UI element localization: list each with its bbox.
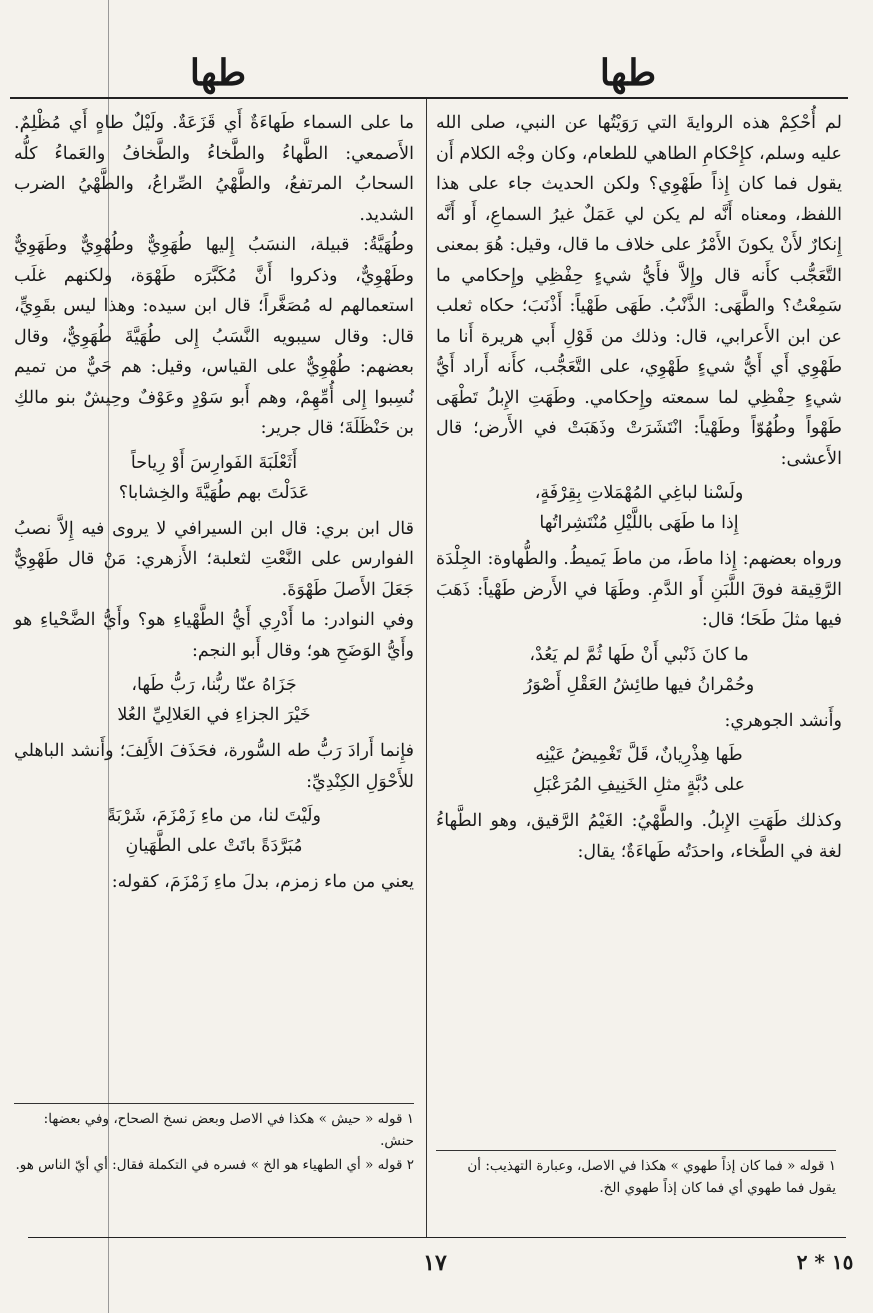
verse-block	[14, 670, 414, 730]
body-paragraph: فإِنما أَرادَ رَبُّ طه السُّورة، فحَذَفَ الأَلِفَ؛ وأَنشد الباهلي للأَحْوَلِ الكِنْدِيِّ:	[14, 741, 414, 792]
verse-line: أَثَعْلَبَةَ الفَوارِسَ أَوْ رِياحاً	[130, 452, 298, 473]
footnote-rule-left	[14, 1103, 414, 1104]
footnote: ٢ قوله « أي الطهياء هو الخ » فسره في التكملة فقال: أي أيّ الناس هو.	[15, 1157, 414, 1173]
footer-rule	[28, 1237, 846, 1238]
footnotes-left	[14, 1108, 414, 1178]
footnote: ١ قوله « حيش » هكذا في الاصل وبعض نسخ الصحاح، وفي بعضها: حنش.	[43, 1111, 414, 1149]
body-paragraph: ورواه بعضهم: إِذا ماطَ، من ماطَ يَميطُ. والطُّهاوة: الجِلْدَة الرَّقِيقة فوقَ اللَّبَنِ أَو الدَّمِ. وطَهَا في الأَرض طَهْياً: ذَهَبَ فيها مثلَ طَحَا؛ قال:	[436, 549, 842, 630]
page-number: ١٧	[423, 1250, 447, 1276]
body-paragraph: قال ابن بري: قال ابن السيرافي لا يروى فيه إِلاَّ نصبُ الفوارس على النَّعْتِ لثعلبة؛ الأَزهري: مَنْ قال طَهْوِيٌّ جَعَلَ الأَصلَ طَهْوَةَ.	[14, 518, 414, 600]
verse-line: إِذا ما طَهَى باللَّيْلِ مُنْتَشِراتُها	[539, 513, 739, 533]
body-paragraph: وكذلك طَهَتِ الإِبلُ. والطَّهْيُ: الغَيْمُ الرَّقيق، وهو الطَّهاءُ لغة في الطَّخاء، واحدَتُه طَهاءَةٌ؛ يقال:	[436, 811, 842, 862]
verse-line: ما كانَ ذَنْبي أَنْ طَها ثُمَّ لم يَعُدْ،	[529, 644, 749, 665]
header-rule	[10, 97, 848, 99]
verse-block	[14, 448, 414, 508]
headword-right: طها	[599, 52, 657, 94]
verse-line: ولَيْتَ لنا، من ماءِ زَمْزَمَ، شَرْبَةً	[107, 806, 321, 826]
left-column	[14, 108, 414, 898]
verse-line: مُبَرَّدَةً باتَتْ على الطَّهَيانِ	[125, 836, 303, 856]
body-paragraph: وأَنشد الجوهري:	[724, 710, 842, 731]
verse-line: خَيْرَ الجزاءِ في العَلالِيِّ العُلا	[117, 705, 311, 725]
footnote-rule-right	[436, 1150, 836, 1151]
body-paragraph: وطُهَيَّةُ: قبيلة، النسَبُ إِليها طُهَوِيٌّ وطُهْوِيٌّ وطَهَوِيٌّ وطَهْوِيٌّ، وذكروا أَنَّ مُكَبَّرَه طَهْوَة، ولكنهم غلَب استعمالهم له مُصَغَّراً؛ قال ابن سيده: وهذا ليس بقَوِيٍّ، قال: وقال سيبويه النَّسَبُ إِلى طُهَيَّةَ طُهَوِيٌّ، وقال بعضهم: طُهْوِيٌّ على القياس، وقيل: هم حَيٌّ من تميم نُسِبوا إِلى أُمِّهِمْ، وهم أَبو سَوْدٍ وعَوْفٌ وحِيشٌ بنو مالكِ بن حَنْظَلَةَ؛ قال جرير:	[14, 235, 414, 438]
printer-signature: ١٥ * ٢	[796, 1250, 854, 1274]
verse-block	[436, 640, 842, 700]
verse-line: وحُمْرانُ فيها طائِشُ العَقْلِ أَصْوَرُ	[523, 674, 755, 695]
right-column	[436, 108, 842, 867]
body-paragraph: وفي النوادر: ما أَدْرِي أَيُّ الطَّهْياءِ هو؟ وأَيُّ الضَّحْياءِ هو وأَيُّ الوَضَحِ هو؛ وقال أَبو النجم:	[14, 610, 414, 661]
footnotes-right	[436, 1155, 836, 1201]
verse-line: على دُبَّةٍ مثلِ الخَنِيفِ المُرَعْبَلِ	[532, 775, 746, 795]
verse-block	[436, 740, 842, 800]
headword-left: طها	[189, 52, 247, 94]
footnote: ١ قوله « فما كان إذاً طهوي » هكذا في الاصل، وعبارة التهذيب: أن يقول فما طهوي أي فما كان إذاً طهوي الخ.	[467, 1158, 836, 1196]
verse-line: ولَسْنا لباغِي المُهْمَلاتِ بِقِرْفَةٍ،	[534, 483, 744, 503]
verse-block	[436, 478, 842, 538]
verse-line: عَدَلْتَ بهم طُهَيَّةَ والخِشابا؟	[118, 482, 310, 503]
body-paragraph: لم أُحْكِمْ هذه الروايةَ التي رَوَيْتُها عن النبي، صلى الله عليه وسلم، كإِحْكامِ الطاهي للطعام، وكان وجْه الكلام أَن يقول فما كان إِذاً طَهْوِي؟ ولكن الحديث جاء على هذا اللفظ، ومعناه أَنَّه لم يكن لي عَمَلٌ غيرُ السماعِ، أَو أَنَّه إِنكارٌ لأَنْ يكونَ الأَمْرُ على خلاف ما قال، وقيل: هُوَ بمعنى التَّعَجُّب كأَنه قال وإِلاَّ فأَيُّ شيءٍ حِفْظِي وإِحكامي ما سَمِعْتُ؟ والطَّهَى: الذَّنْبُ. طَهَى طَهْياً: أَذْنَبَ؛ حكاه ثعلب عن ابن الأَعرابي، قال: وذلك من قَوْلِ أَبي هريرة أَنا ما طَهْوِي أَي أَيُّ شيءٍ طَهْوِي، على التَّعَجُّب، كأَنه أَراد أَيُّ شيءٍ حِفْظِي لما سمعته وإِحكامي. وطَهَتِ الإِبلُ تَطْهَى طَهْواً وطُهُوّاً وطَهْياً: انْتَشَرَتْ وذَهَبَتْ في الأَرض؛ قال الأَعشى:	[436, 113, 842, 469]
body-paragraph: ما على السماء طَهاءَةٌ أَي قَزَعَةٌ. ولَيْلٌ طاهٍ أَي مُظْلِمٌ. الأَصمعي: الطَّهاءُ والطَّخاءُ والطَّخافُ والعَماءُ كلُّه السحابُ المرتفعُ، والطَّهْيُ الصِّراعُ، والطَّهْيُ الضرب الشديد.	[14, 113, 414, 225]
verse-line: طَها هِذْرِيانٌ، قَلَّ تَغْمِيضُ عَيْنِه	[535, 745, 743, 765]
body-paragraph: يعني من ماء زمزم، بدلَ ماءِ زَمْزَمَ، كقوله:	[111, 872, 414, 892]
verse-line: جَزَاهُ عنّا ربُّنا، رَبُّ طَها،	[131, 675, 297, 695]
column-divider	[426, 99, 427, 1237]
verse-block	[14, 801, 414, 861]
